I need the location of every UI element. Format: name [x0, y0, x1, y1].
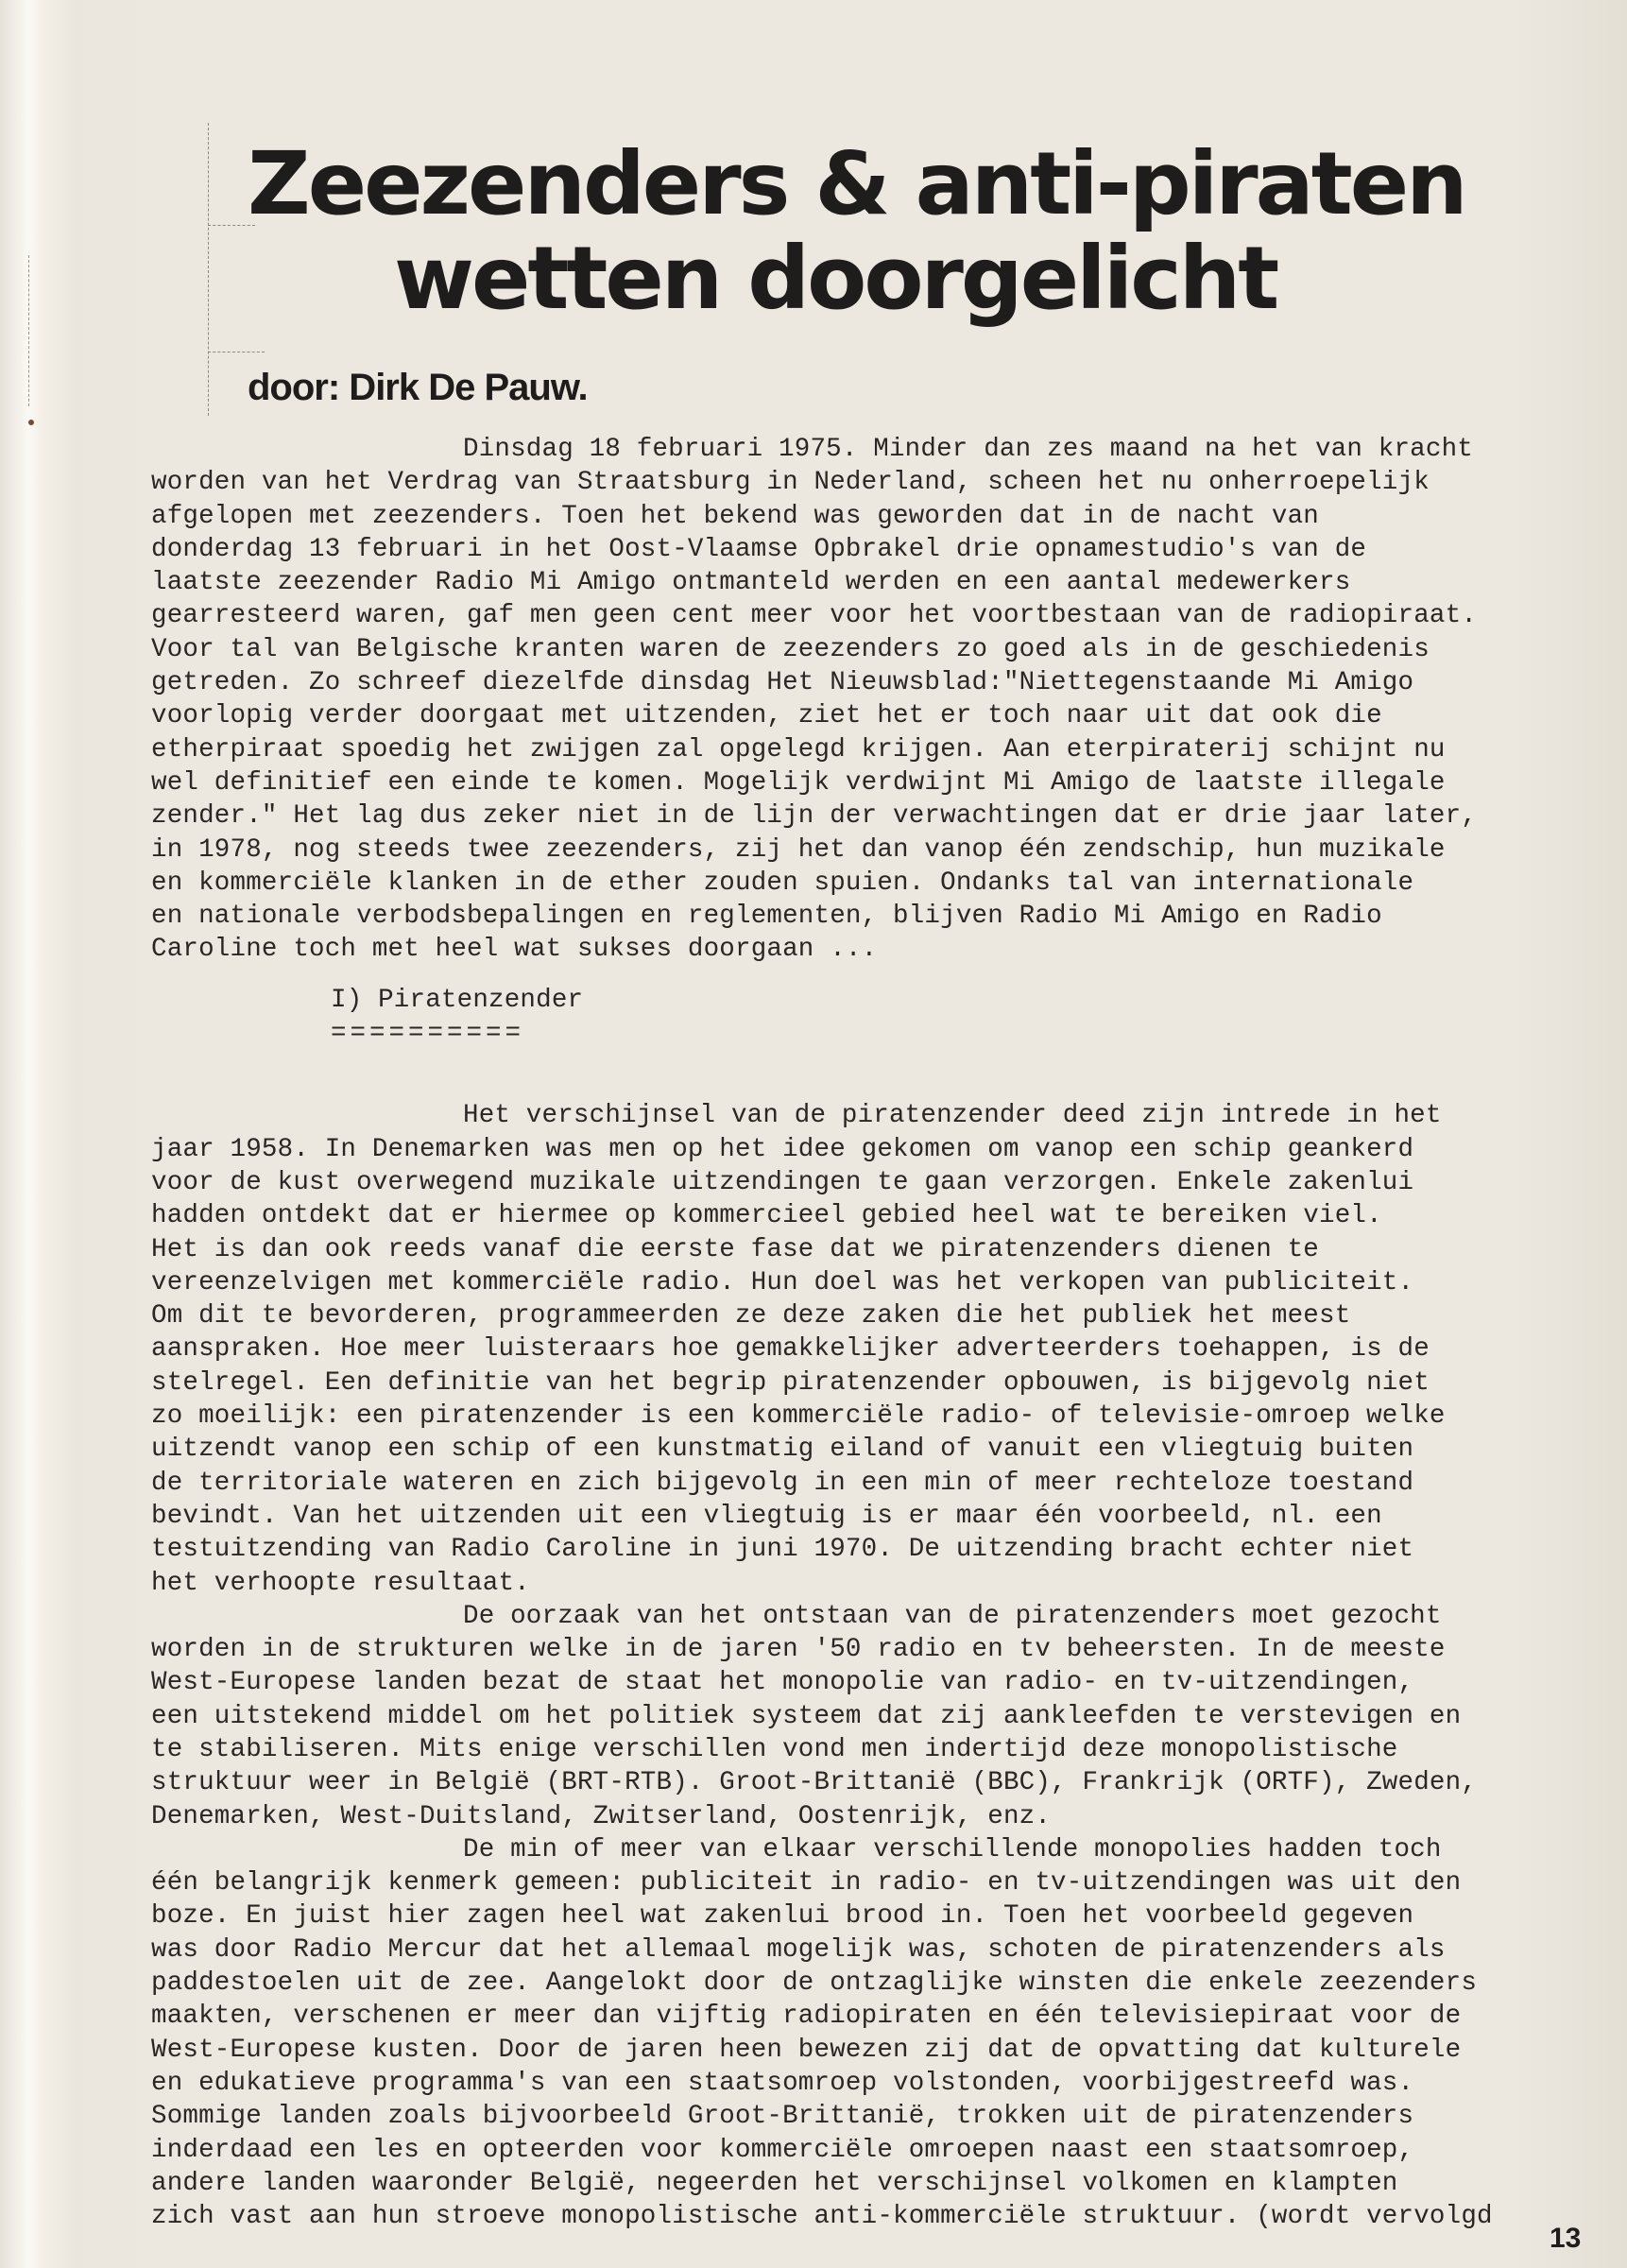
text-line: bevindt. Van het uitzenden uit een vliegtuig is er maar één voorbeeld, nl. een [151, 1501, 1382, 1531]
text-line: stelregel. Een definitie van het begrip piratenzender opbouwen, is bijgevolg niet [151, 1367, 1430, 1398]
text-line: inderdaad een les en opteerden voor kommerciële omroepen naast een staatsomroep, [151, 2135, 1414, 2165]
staple-dot [28, 420, 34, 425]
text-line: etherpiraat spoedig het zwijgen zal opgelegd krijgen. Aan eterpiraterij schijnt nu [151, 734, 1446, 765]
text-line: en edukatieve programma's van een staatsomroep volstonden, voorbijgestreefd was. [151, 2068, 1414, 2098]
intro-paragraph [151, 433, 1587, 967]
text-line: jaar 1958. In Denemarken was men op het idee gekomen om vanop een schip geankerd [151, 1134, 1414, 1164]
text-line: andere landen waaronder België, negeerden het verschijnsel volkomen en klampten [151, 2168, 1398, 2198]
byline: door: Dirk De Pauw. [248, 367, 588, 408]
section-heading: I) Piratenzender [331, 985, 584, 1015]
binding-mark [28, 255, 30, 406]
text-line: zich vast aan hun stroeve monopolistische anti-kommerciële struktuur. (wordt vervolgd [151, 2202, 1493, 2232]
text-line: Denemarken, West-Duitsland, Zwitserland, Oostenrijk, enz. [151, 1801, 1052, 1831]
text-line: één belangrijk kenmerk gemeen: publiciteit in radio- en tv-uitzendingen was uit den [151, 1868, 1462, 1899]
text-line: voor de kust overwegend muzikale uitzendingen te gaan verzorgen. Enkele zakenlui [151, 1167, 1414, 1197]
text-line: Dinsdag 18 februari 1975. Minder dan zes maand na het van kracht [463, 435, 1473, 464]
page-number: 13 [1550, 2223, 1582, 2254]
text-line: Het is dan ook reeds vanaf die eerste fase dat we piratenzenders dienen te [151, 1234, 1319, 1264]
text-line: Caroline toch met heel wat sukses doorgaan ... [151, 935, 878, 965]
text-line: paddestoelen uit de zee. Aangelokt door de ontzaglijke winsten die enkele zeezenders [151, 1968, 1478, 1999]
paragraph-1 [151, 1099, 1587, 1599]
text-line: worden van het Verdrag van Straatsburg in Nederland, scheen het nu onherroepelijk [151, 468, 1430, 498]
text-line: en kommerciële klanken in de ether zouden spuien. Ondanks tal van internationale [151, 868, 1414, 898]
text-line: West-Europese landen bezat de staat het monopolie van radio- en tv-uitzendingen, [151, 1668, 1414, 1698]
text-line: Om dit te bevorderen, programmeerden ze deze zaken die het publiek het meest [151, 1301, 1351, 1332]
title-line-2: wetten doorgelicht [394, 228, 1277, 329]
text-line: voorlopig verder doorgaat met uitzenden, ziet het er toch naar uit dat ook die [151, 701, 1382, 731]
text-line: De min of meer van elkaar verschillende monopolies hadden toch [463, 1834, 1442, 1864]
text-line: Voor tal van Belgische kranten waren de zeezenders zo goed als in de geschiedenis [151, 634, 1430, 664]
text-line: de territoriale wateren en zich bijgevolg in een min of meer rechteloze toestand [151, 1468, 1414, 1498]
text-line: donderdag 13 februari in het Oost-Vlaamse Opbrakel drie opnamestudio's van de [151, 534, 1367, 564]
text-line: gearresteerd waren, gaf men geen cent meer voor het voortbestaan van de radiopiraat. [151, 601, 1478, 631]
text-line: zo moeilijk: een piratenzender is een kommerciële radio- of televisie-omroep welke [151, 1401, 1446, 1432]
text-line: vereenzelvigen met kommerciële radio. Hun doel was het verkopen van publiciteit. [151, 1267, 1414, 1297]
text-line: maakten, verschenen er meer dan vijftig radiopiraten en één televisiepiraat voor de [151, 2002, 1462, 2032]
text-line: zender." Het lag dus zeker niet in de lijn der verwachtingen dat er drie jaar later, [151, 801, 1478, 832]
text-line: was door Radio Mercur dat het allemaal mogelijk was, schoten de piratenzenders als [151, 1934, 1446, 1965]
article-body [151, 433, 1587, 2233]
text-line: laatste zeezender Radio Mi Amigo ontmanteld werden en een aantal medewerkers [151, 568, 1351, 598]
paste-up-guide [208, 123, 209, 416]
text-line: struktuur weer in België (BRT-RTB). Groot-Brittanië (BBC), Frankrijk (ORTF), Zweden, [151, 1768, 1478, 1798]
text-line: afgelopen met zeezenders. Toen het bekend was geworden dat in de nacht van [151, 501, 1319, 531]
text-line: West-Europese kusten. Door de jaren heen bewezen zij dat de opvatting dat kulturele [151, 2035, 1462, 2065]
title-line-1: Zeezenders & anti-piraten [248, 133, 1465, 234]
text-line: De oorzaak van het ontstaan van de piratenzenders moet gezocht [463, 1601, 1442, 1631]
text-line: uitzendt vanop een schip of een kunstmatig eiland of vanuit een vliegtuig buiten [151, 1435, 1414, 1465]
text-line: Sommige landen zoals bijvoorbeeld Groot-Brittanië, trokken uit de piratenzenders [151, 2102, 1414, 2132]
text-line: testuitzending van Radio Caroline in juni 1970. De uitzending bracht echter niet [151, 1535, 1414, 1565]
text-line: wel definitief een einde te komen. Mogelijk verdwijnt Mi Amigo de laatste illegale [151, 767, 1446, 798]
section-underline: ========== [331, 1019, 525, 1049]
text-line: een uitstekend middel om het politiek systeem dat zij aankleefden te verstevigen en [151, 1701, 1462, 1731]
text-line: in 1978, nog steeds twee zeezenders, zij het dan vanop één zendschip, hun muzikale [151, 834, 1446, 865]
text-line: aanspraken. Hoe meer luisteraars hoe gemakkelijker adverteerders toehappen, is de [151, 1334, 1430, 1365]
text-line: Het verschijnsel van de piratenzender deed zijn intrede in het [463, 1101, 1442, 1131]
text-line: het verhoopte resultaat. [151, 1568, 530, 1598]
paragraph-2 [151, 1600, 1587, 1833]
paragraph-3 [151, 1833, 1587, 2234]
text-line: hadden ontdekt dat er hiermee op kommercieel gebied heel wat te bereiken viel. [151, 1201, 1382, 1231]
text-line: te stabiliseren. Mits enige verschillen vond men indertijd deze monopolistische [151, 1734, 1398, 1764]
article-title [248, 133, 1476, 329]
text-line: getreden. Zo schreef diezelfde dinsdag Het Nieuwsblad:"Niettegenstaande Mi Amigo [151, 668, 1414, 698]
text-line: boze. En juist hier zagen heel wat zakenlui brood in. Toen het voorbeeld gegeven [151, 1901, 1414, 1932]
text-line: en nationale verbodsbepalingen en reglementen, blijven Radio Mi Amigo en Radio [151, 902, 1382, 932]
text-line: worden in de strukturen welke in de jaren '50 radio en tv beheersten. In de meeste [151, 1635, 1446, 1665]
